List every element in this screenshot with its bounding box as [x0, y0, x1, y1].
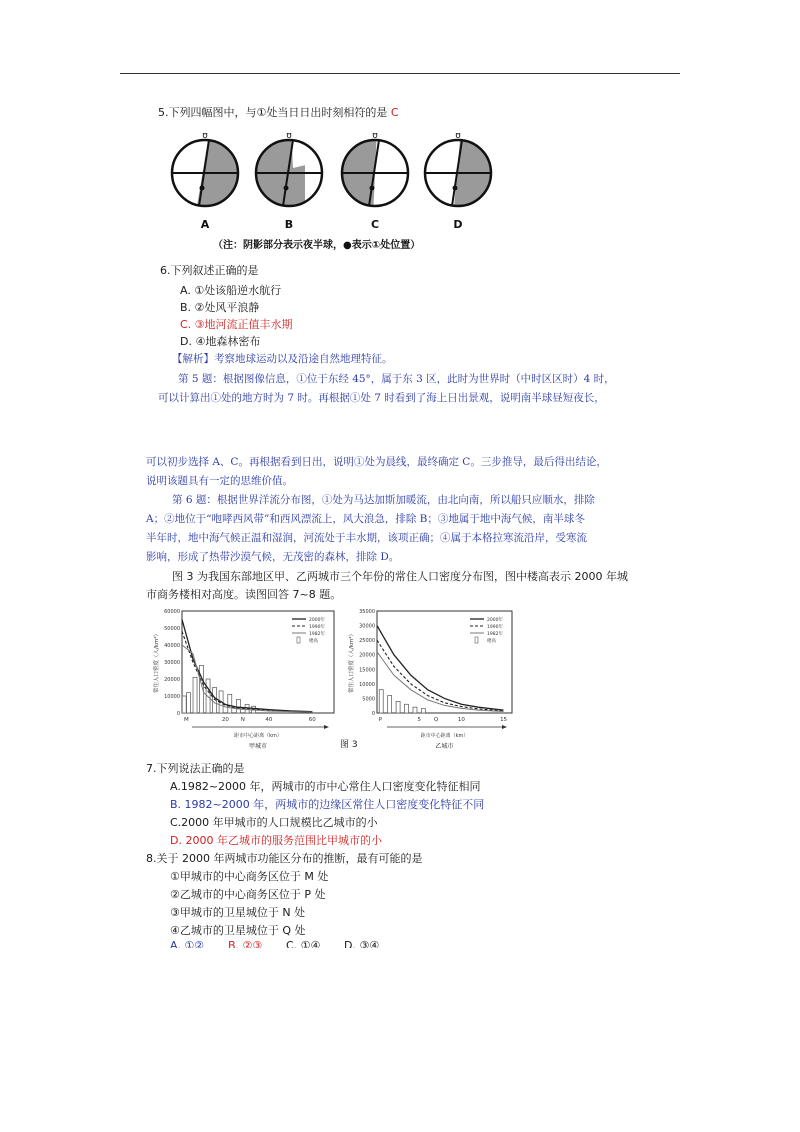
building-bar	[187, 693, 191, 713]
chart-jia-city	[148, 605, 338, 760]
legend-label: 2000年	[487, 618, 503, 623]
y-tick-label: 30000	[164, 660, 180, 666]
legend-swatch	[475, 637, 478, 643]
q8-choice-a: A. ①②	[170, 939, 205, 948]
q5-answer: C	[390, 106, 399, 119]
building-bar	[236, 699, 240, 713]
building-bar	[396, 701, 400, 713]
q8-item-2: ②乙城市的中心商务区位于 P 处	[170, 888, 326, 901]
svg-text:ʊ: ʊ	[372, 131, 378, 141]
legend-label: 1982年	[309, 632, 325, 637]
x-axis-label: 距市中心距离（km）	[234, 733, 282, 739]
q8-stem: 8.关于 2000 年两城市功能区分布的推断，最有可能的是	[146, 852, 423, 865]
q7-option-b: B. 1982~2000 年，两城市的边缘区常住人口密度变化特征不同	[170, 798, 485, 811]
building-bar	[182, 696, 186, 713]
q8-choice-c: C. ①④	[286, 939, 321, 948]
building-bar	[379, 690, 383, 713]
q8-choice-d: D. ③④	[344, 939, 380, 948]
q6-option-a: A. ①处该船逆水航行	[180, 284, 282, 297]
analysis-heading: 【解析】考察地球运动以及沿途自然地理特征。	[172, 353, 393, 365]
y-tick-label: 50000	[164, 626, 180, 632]
building-bar	[413, 707, 417, 713]
chart-title: 乙城市	[435, 743, 454, 750]
y-axis-label: 常住人口密度（人/km²）	[349, 630, 355, 694]
q6-option-d: D. ④地森林密布	[180, 335, 261, 348]
q8-item-4: ④乙城市的卫星城位于 Q 处	[170, 924, 306, 937]
y-axis-label: 常住人口密度（人/km²）	[154, 630, 160, 694]
x-tick-label: 5	[417, 717, 421, 723]
analysis-line: 第 5 题：根据图像信息，①位于东经 45°，属于东 3 区，此时为世界时（中时区区时）4 时，	[178, 373, 615, 385]
y-tick-label: 10000	[359, 681, 375, 688]
svg-text:ʊ: ʊ	[286, 131, 292, 141]
analysis-line: 可以计算出①处的地方时为 7 时。再根据①处 7 时看到了海上日出景观，说明南半球昼短夜长，	[158, 392, 605, 404]
globe-label-d: D	[453, 218, 463, 231]
y-tick-label: 10000	[164, 694, 180, 700]
building-bar	[228, 694, 232, 713]
svg-text:ʊ: ʊ	[202, 131, 208, 141]
analysis-line: 说明该题具有一定的思维价值。	[146, 475, 293, 487]
globe-a	[172, 128, 245, 218]
building-bar	[421, 709, 425, 713]
series-line-1990年	[377, 640, 504, 711]
x-tick-label: M	[183, 717, 189, 723]
building-bar	[388, 696, 392, 713]
q7-option-d: D. 2000 年乙城市的服务范围比甲城市的小	[170, 834, 382, 847]
series-line-2000年	[377, 626, 504, 711]
chart-yi-city	[347, 605, 517, 760]
x-tick-label: P	[378, 717, 383, 723]
y-tick-label: 35000	[359, 609, 375, 615]
q8-choices	[170, 939, 470, 948]
x-tick-label: 10	[457, 717, 465, 723]
x-tick-label: 40	[265, 717, 273, 723]
legend-label: 1982年	[487, 632, 503, 637]
q8-choice-b: B. ②③	[228, 939, 263, 948]
location-dot	[200, 186, 205, 191]
globe-d	[425, 128, 505, 218]
x-tick-label: 15	[500, 717, 508, 723]
building-bar	[405, 704, 409, 713]
x-tick-label: N	[240, 717, 245, 723]
analysis-line: 第 6 题：根据世界洋流分布图，①处为马达加斯加暖流，由北向南，所以船只应顺水，排除	[172, 494, 595, 506]
y-tick-label: 0	[176, 711, 180, 717]
x-tick-label: Q	[433, 717, 439, 723]
fig3-intro: 市商务楼相对高度。读图回答 7~8 题。	[146, 588, 342, 601]
q8-item-3: ③甲城市的卫星城位于 N 处	[170, 906, 306, 919]
x-tick-label: 60	[308, 717, 316, 723]
globe-label-b: B	[284, 218, 294, 231]
legend-label: 2000年	[309, 618, 325, 623]
q6-option-c: C. ③地河流正值丰水期	[180, 318, 293, 331]
globe-label-c: C	[370, 218, 380, 231]
q7-option-a: A.1982~2000 年，两城市的市中心常住人口密度变化特征相同	[170, 780, 481, 793]
globe-note: （注：阴影部分表示夜半球，●表示①处位置）	[213, 240, 421, 251]
y-tick-label: 20000	[359, 652, 375, 659]
legend-swatch	[297, 637, 300, 643]
analysis-line: 半年时，地中海气候正温和湿润，河流处于丰水期，该项正确；④属于本格拉寒流沿岸，受寒流	[146, 532, 587, 544]
analysis-line: 可以初步选择 A、C。再根据看到日出，说明①处为晨线，最终确定 C。三步推导，最后得出结论，	[146, 456, 607, 468]
fig3-caption: 图 3	[340, 740, 358, 750]
header-rule	[120, 73, 680, 74]
building-bar	[193, 677, 197, 713]
globe-label-a: A	[200, 218, 210, 231]
analysis-line: A；②地位于“咆哮西风带”和西风漂流上，风大浪急，排除 B；③地属于地中海气候，南半球冬	[146, 513, 585, 525]
q8-item-1: ①甲城市的中心商务区位于 M 处	[170, 870, 329, 883]
chart-title: 甲城市	[248, 743, 268, 750]
globe-c	[315, 128, 408, 218]
q6-stem: 6.下列叙述正确的是	[160, 264, 259, 277]
y-tick-label: 20000	[164, 677, 180, 683]
x-tick-label: 20	[221, 717, 229, 723]
globe-figure	[165, 128, 505, 253]
y-tick-label: 40000	[164, 643, 180, 649]
fig3-intro: 图 3 为我国东部地区甲、乙两城市三个年份的常住人口密度分布图，图中楼高表示 2000 年城	[172, 570, 628, 583]
y-tick-label: 60000	[164, 609, 180, 615]
analysis-line: 影响，形成了热带沙漠气候，无茂密的森林，排除 D。	[146, 551, 400, 563]
q7-stem: 7.下列说法正确的是	[146, 762, 245, 775]
x-axis-arrowhead	[324, 725, 329, 729]
globe-b	[245, 128, 335, 218]
y-tick-label: 30000	[359, 623, 375, 630]
svg-text:ʊ: ʊ	[455, 131, 461, 141]
x-axis-arrowhead	[502, 725, 507, 729]
y-tick-label: 0	[371, 711, 375, 717]
legend-label: 楼高	[309, 639, 318, 644]
legend-label: 1990年	[309, 625, 325, 630]
q7-option-c: C.2000 年甲城市的人口规模比乙城市的小	[170, 816, 378, 829]
x-axis-label: 距市中心距离（km）	[420, 733, 469, 739]
y-tick-label: 5000	[362, 696, 375, 703]
y-tick-label: 25000	[359, 638, 375, 645]
legend-label: 楼高	[487, 639, 496, 644]
q6-option-b: B. ②处风平浪静	[180, 301, 260, 314]
y-tick-label: 15000	[359, 667, 375, 674]
q5-stem: 5.下列四幅图中，与①处当日日出时刻相符的是 C	[158, 106, 399, 119]
legend-label: 1990年	[487, 625, 503, 630]
